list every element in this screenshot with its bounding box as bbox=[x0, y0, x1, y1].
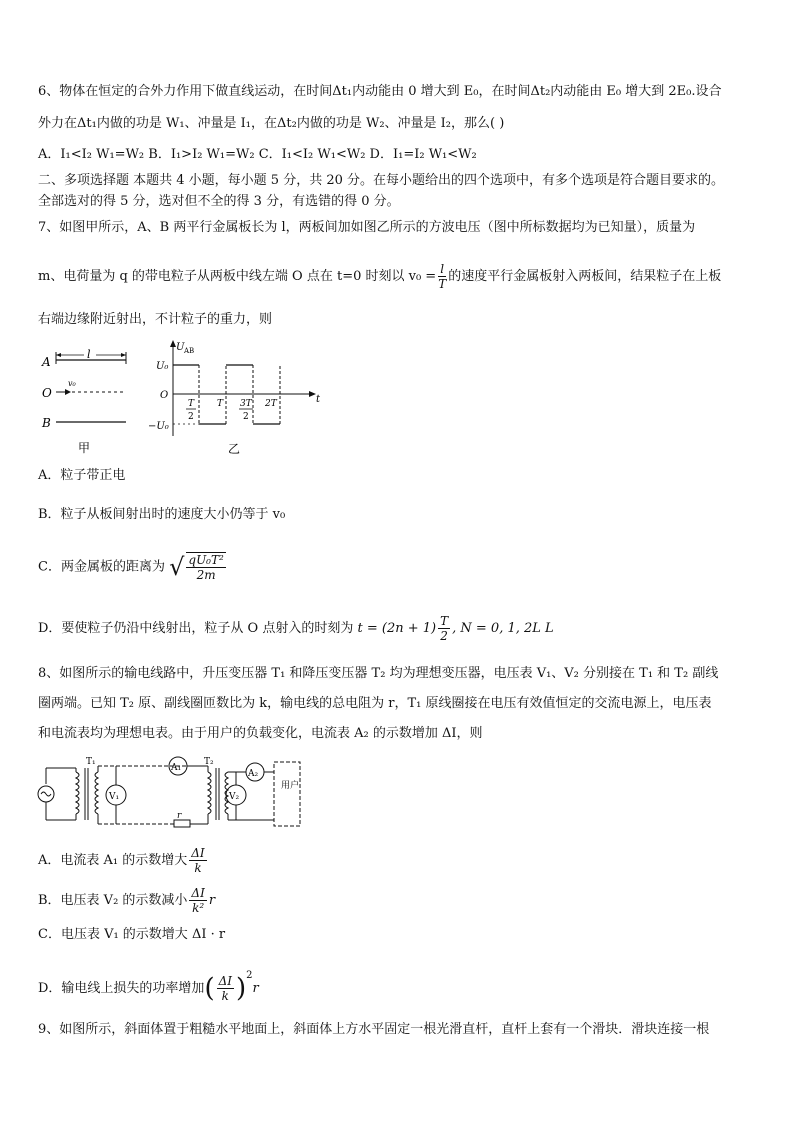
q7-figure-jia bbox=[38, 340, 138, 458]
q7-option-b: B．粒子从板间射出时的速度大小仍等于 v₀ bbox=[38, 507, 286, 522]
q8-line3: 和电流表均为理想电表。由于用户的负载变化，电流表 A₂ 的示数增加 ΔI，则 bbox=[38, 726, 483, 741]
tick-3T2-num: 3T bbox=[240, 399, 252, 409]
label-t: t bbox=[316, 394, 321, 405]
q7-option-d: D．要使粒子仍沿中线射出，粒子从 O 点射入的时刻为 t = (2n + 1) $\frac{T}{2}$ , N = 0, 1, 2L L bbox=[38, 614, 554, 643]
label-T2: T₂ bbox=[204, 757, 214, 767]
q8-option-a: A．电流表 A₁ 的示数增大 $\frac{\Delta I}{k}$ bbox=[38, 846, 205, 875]
section2-line2: 全部选对的得 5 分，选对但不全的得 3 分，有选错的得 0 分。 bbox=[38, 194, 400, 209]
caption-jia: 甲 bbox=[78, 441, 91, 455]
label-U0: U₀ bbox=[156, 361, 169, 372]
label-r: r bbox=[177, 811, 182, 821]
label-A: A bbox=[42, 355, 51, 369]
q9-line1: 9、如图所示，斜面体置于粗糙水平地面上，斜面体上方水平固定一根光滑直杆，直杆上套有一个滑块．滑块连接一根 bbox=[38, 1022, 710, 1037]
resistor-r-icon bbox=[174, 820, 190, 827]
label-O: O bbox=[42, 386, 52, 400]
caption-yi: 乙 bbox=[228, 442, 241, 456]
q8-circuit-figure bbox=[36, 754, 306, 834]
user-load-box bbox=[274, 762, 300, 826]
ylabel: U bbox=[176, 342, 185, 353]
section2-line1: 二、多项选择题 本题共 4 小题，每小题 5 分，共 20 分。在每小题给出的四个选项中，有多个选项是符合题目要求的。 bbox=[38, 173, 725, 188]
tick-T2-den: 2 bbox=[188, 412, 194, 422]
q7-line3: 右端边缘附近射出，不计粒子的重力，则 bbox=[38, 312, 273, 327]
q7-figure-yi bbox=[140, 336, 330, 460]
label-negU0: −U₀ bbox=[148, 421, 169, 432]
tick-2T: 2T bbox=[265, 399, 277, 409]
label-V2: V₂ bbox=[229, 792, 240, 802]
q8-option-d: D．输电线上损失的功率增加( $\frac{\Delta I}{k}$ )$^2$r bbox=[38, 970, 259, 1004]
label-A1: A₁ bbox=[171, 763, 182, 773]
q6-line1: 6、物体在恒定的合外力作用下做直线运动，在时间Δt₁内动能由 0 增大到 E₀，在时间Δt₂内动能由 E₀ 增大到 2E₀.设合 bbox=[38, 84, 722, 99]
q8-line2: 圈两端。已知 T₂ 原、副线圈匝数比为 k，输电线的总电阻为 r，T₁ 原线圈接在电压有效值恒定的交流电源上，电压表 bbox=[38, 696, 712, 711]
q7-line2: m、电荷量为 q 的带电粒子从两板中线左端 O 点在 t=0 时刻以 v₀ = $\frac{l}{T}$ 的速度平行金属板射入两板间，结果粒子在上板 bbox=[38, 262, 722, 291]
q8-option-c: C．电压表 V₁ 的示数增大 ΔI · r bbox=[38, 927, 226, 942]
label-B: B bbox=[42, 416, 51, 430]
q6-options: A．I₁<I₂ W₁=W₂ B．I₁>I₂ W₁=W₂ C．I₁<I₂ W₁<W₂ D．I₁=I₂ W₁<W₂ bbox=[38, 147, 477, 162]
tick-T: T bbox=[217, 399, 224, 409]
q7-line1: 7、如图甲所示，A、B 两平行金属板长为 l，两板间加如图乙所示的方波电压（图中所标数据均为已知量），质量为 bbox=[38, 220, 696, 235]
label-origin: O bbox=[160, 390, 169, 401]
ylabel-sub: AB bbox=[184, 347, 195, 355]
q8-line1: 8、如图所示的输电线路中，升压变压器 T₁ 和降压变压器 T₂ 均为理想变压器，电压表 V₁、V₂ 分别接在 T₁ 和 T₂ 副线 bbox=[38, 666, 719, 681]
label-V1: V₁ bbox=[109, 792, 120, 802]
label-T1: T₁ bbox=[86, 757, 96, 767]
label-A2: A₂ bbox=[248, 769, 259, 779]
q8-option-b: B．电压表 V₂ 的示数减小 $\frac{\Delta I}{\text{k²}}$ r bbox=[38, 886, 216, 915]
tick-3T2-den: 2 bbox=[243, 412, 249, 422]
label-l: l bbox=[87, 348, 91, 361]
q7-option-a: A．粒子带正电 bbox=[38, 468, 126, 483]
label-v0: v₀ bbox=[68, 379, 76, 388]
tick-T2-num: T bbox=[188, 399, 195, 409]
q6-line2: 外力在Δt₁内做的功是 W₁、冲量是 I₁，在Δt₂内做的功是 W₂、冲量是 I₂，那么( ) bbox=[38, 116, 505, 131]
label-user: 用户 bbox=[281, 781, 300, 791]
q7-option-c: C．两金属板的距离为 √ $\frac{\text{qU₀T²}}{2m}$ bbox=[38, 553, 224, 582]
